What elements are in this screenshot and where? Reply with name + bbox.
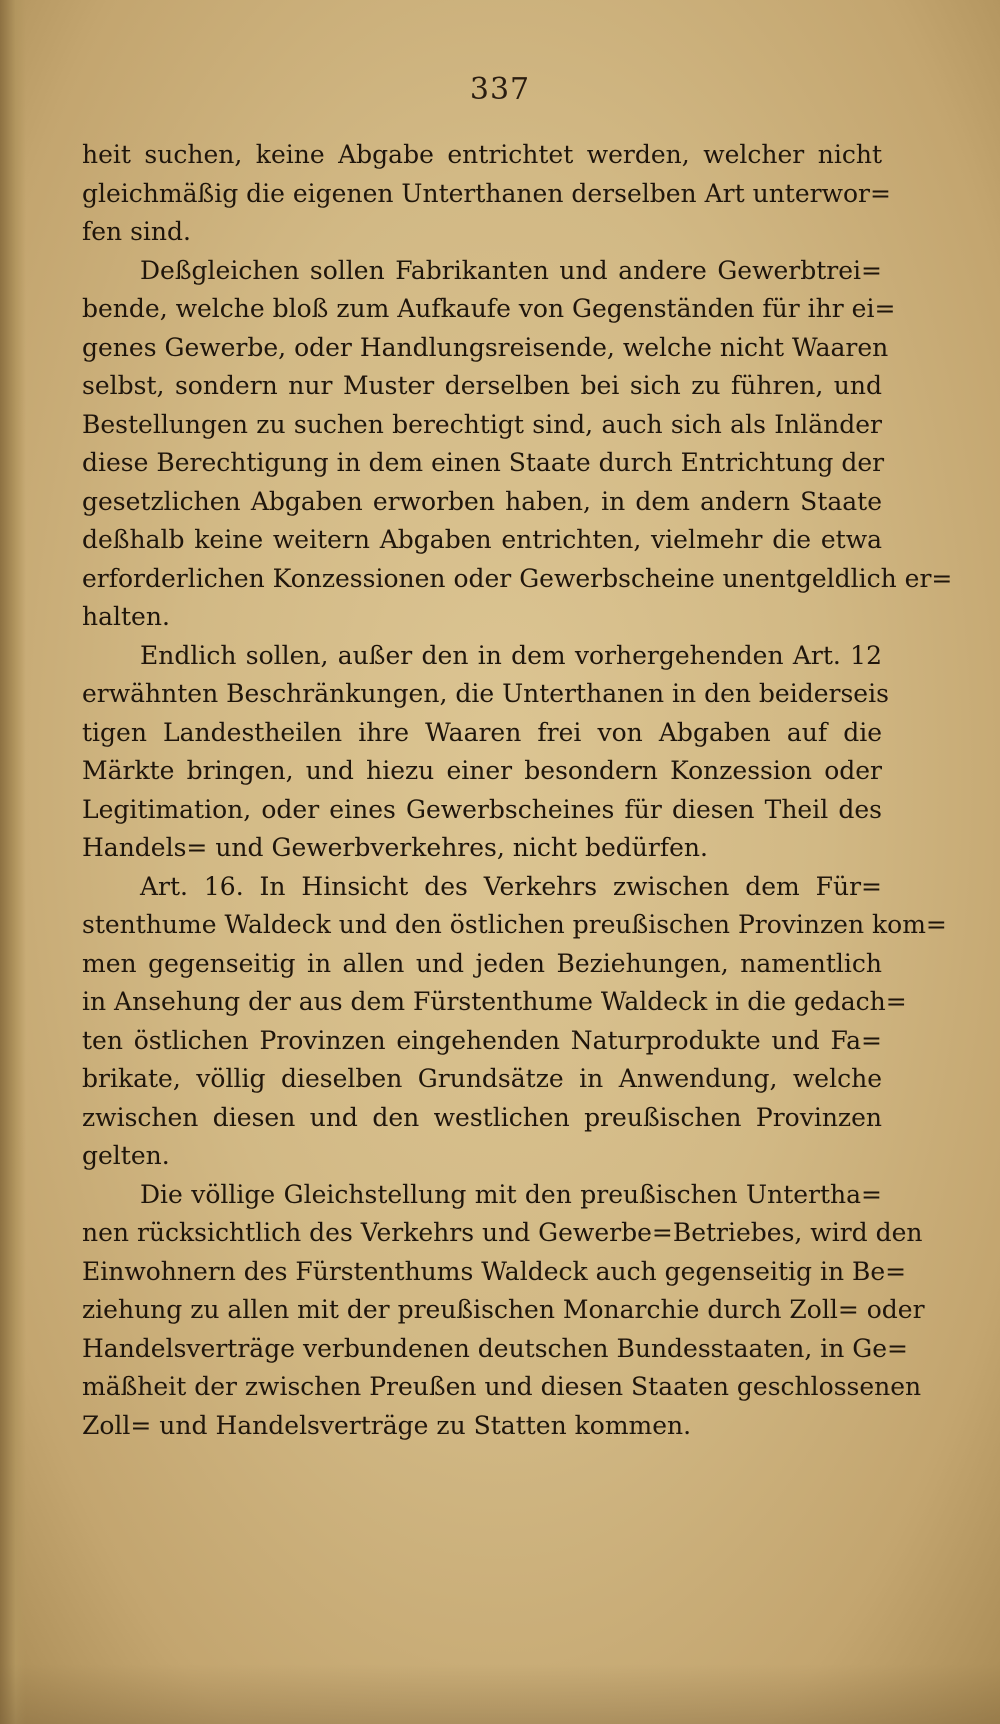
text-line: in Ansehung der aus dem Fürstenthume Waldeck in die gedach= [82, 987, 907, 1016]
text-line: Art. 16. In Hinsicht des Verkehrs zwischen dem Für= [140, 871, 882, 901]
text-line: men gegenseitig in allen und jeden Beziehungen, namentlich [82, 948, 882, 978]
text-line: deßhalb keine weitern Abgaben entrichten, vielmehr die etwa [82, 525, 882, 554]
text-line: diese Berechtigung in dem einen Staate durch Entrichtung der [82, 448, 885, 477]
text-line: ten östlichen Provinzen eingehenden Naturprodukte und Fa= [82, 1025, 882, 1055]
text-line: Deßgleichen sollen Fabrikanten und andere Gewerbtrei= [140, 255, 882, 285]
text-line: zwischen diesen und den westlichen preußischen Provinzen [82, 1102, 882, 1132]
text-line: erforderlichen Konzessionen oder Gewerbscheine unentgeldlich er= [82, 563, 953, 593]
text-line: Handelsverträge verbundenen deutschen Bundesstaaten, in Ge= [82, 1333, 908, 1363]
text-line: heit suchen, keine Abgabe entrichtet werden, welcher nicht [82, 140, 882, 169]
text-line: gelten. [82, 1141, 170, 1170]
text-line: mäßheit der zwischen Preußen und diesen Staaten geschlossenen [82, 1372, 922, 1401]
text-line: ziehung zu allen mit der preußischen Monarchie durch Zoll= oder [82, 1295, 925, 1324]
body-text [82, 136, 953, 1445]
text-line: halten. [82, 602, 170, 631]
text-line: Handels= und Gewerbverkehres, nicht bedürfen. [82, 833, 708, 862]
page-number: 337 [469, 72, 531, 107]
text-line: nen rücksichtlich des Verkehrs und Gewerbe=Betriebes, wird den [82, 1218, 923, 1247]
text-line: selbst, sondern nur Muster derselben bei sich zu führen, und [82, 371, 882, 400]
text-line: Einwohnern des Fürstenthums Waldeck auch gegenseitig in Be= [82, 1256, 907, 1286]
text-line: Endlich sollen, außer den in dem vorhergehenden Art. 12 [140, 640, 882, 670]
text-line: stenthume Waldeck und den östlichen preußischen Provinzen kom= [82, 910, 947, 939]
text-line: Märkte bringen, und hiezu einer besondern Konzession oder [82, 756, 882, 785]
page-bottom-shadow [0, 1664, 1000, 1724]
text-line: Bestellungen zu suchen berechtigt sind, auch sich als Inländer [82, 409, 882, 439]
text-line: Legitimation, oder eines Gewerbscheines für diesen Theil des [82, 794, 882, 824]
text-line: tigen Landestheilen ihre Waaren frei von Abgaben auf die [82, 717, 882, 747]
page-binding-edge [0, 0, 26, 1724]
text-line: gleichmäßig die eigenen Unterthanen derselben Art unterwor= [82, 178, 891, 208]
text-line: gesetzlichen Abgaben erworben haben, in dem andern Staate [82, 486, 882, 516]
text-line: Die völlige Gleichstellung mit den preußischen Untertha= [140, 1179, 882, 1209]
text-line: Zoll= und Handelsverträge zu Statten kommen. [82, 1410, 692, 1440]
text-line: genes Gewerbe, oder Handlungsreisende, welche nicht Waaren [82, 332, 889, 362]
text-line: fen sind. [82, 217, 191, 246]
text-line: erwähnten Beschränkungen, die Unterthanen in den beiderseis [82, 679, 889, 708]
text-line: bende, welche bloß zum Aufkaufe von Gegenständen für ihr ei= [82, 294, 896, 323]
text-line: brikate, völlig dieselben Grundsätze in Anwendung, welche [82, 1064, 882, 1093]
